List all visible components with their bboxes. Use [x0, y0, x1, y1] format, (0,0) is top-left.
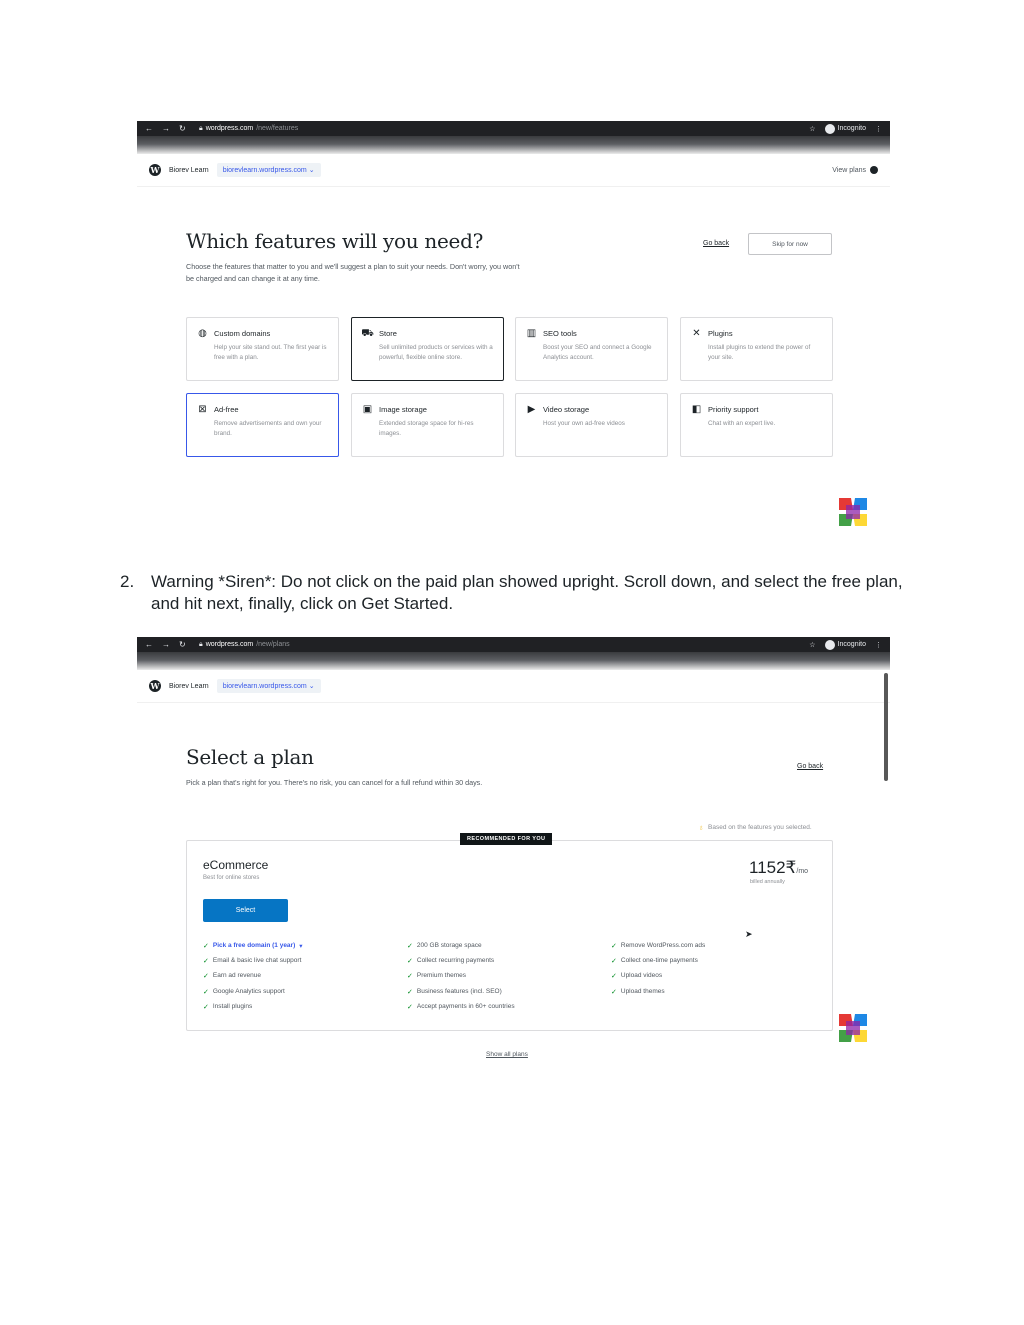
- recommended-badge: RECOMMENDED FOR YOU: [460, 833, 552, 845]
- check-icon: ✓: [611, 973, 617, 981]
- site-url-dropdown[interactable]: [217, 163, 321, 177]
- feature-text: Google Analytics support: [212, 987, 285, 995]
- check-icon: ✓: [203, 943, 209, 950]
- feature-card-image-storage[interactable]: [351, 393, 504, 457]
- feature-card-plugins[interactable]: [680, 317, 833, 381]
- check-icon: ✓: [203, 958, 209, 966]
- check-icon: ✓: [203, 1003, 209, 1011]
- check-icon: ✓: [407, 1003, 413, 1011]
- browser-toolbar: [137, 637, 890, 652]
- feature-card-store[interactable]: [351, 317, 504, 381]
- feature-item: [611, 957, 705, 972]
- chevron-down-icon: ⌄: [308, 167, 315, 174]
- check-icon: ✓: [407, 958, 413, 966]
- site-url-text: biorevlearn.wordpress.com: [222, 167, 307, 174]
- feature-desc: Sell unlimited products or services with a powerful, flexible online store.: [379, 344, 493, 361]
- feature-item: [203, 1003, 303, 1018]
- select-plan-button[interactable]: Select: [203, 899, 288, 922]
- based-on-text: Based on the features you selected.: [708, 824, 812, 831]
- wordpress-header: [137, 154, 890, 187]
- back-icon[interactable]: ←: [145, 124, 153, 133]
- globe-icon: ◍: [198, 327, 207, 339]
- price-amount: 1152₹: [749, 858, 797, 877]
- wordpress-header: [137, 670, 890, 703]
- feature-label: Custom domains: [214, 329, 271, 338]
- url-host: wordpress.com: [205, 125, 254, 132]
- features-header: [186, 229, 526, 285]
- feature-text: Premium themes: [416, 972, 466, 980]
- feature-text: Remove WordPress.com ads: [620, 942, 706, 949]
- feature-desc: Install plugins to extend the power of your site.: [708, 344, 811, 361]
- check-icon: ✓: [203, 973, 209, 981]
- feature-card-ad-free[interactable]: [186, 393, 339, 457]
- site-name: Biorev Learn: [169, 682, 209, 690]
- menu-kebab-icon[interactable]: ⋮: [875, 641, 882, 649]
- feature-item: [407, 1003, 515, 1018]
- feature-item: [203, 972, 303, 987]
- site-url-text: biorevlearn.wordpress.com: [222, 683, 307, 690]
- address-bar[interactable]: [199, 641, 290, 649]
- feature-text: Accept payments in 60+ countries: [416, 1002, 515, 1010]
- feature-card-video-storage[interactable]: [515, 393, 668, 457]
- check-icon: ✓: [203, 988, 209, 996]
- feature-item: [611, 942, 705, 957]
- feature-desc: Extended storage space for hi-res images.: [379, 420, 474, 437]
- skip-for-now-button[interactable]: Skip for now: [748, 233, 832, 255]
- plans-screenshot: [137, 637, 890, 1062]
- plan-name: eCommerce: [203, 858, 269, 872]
- site-name: Biorev Learn: [169, 166, 209, 174]
- feature-desc: Chat with an expert live.: [708, 420, 776, 427]
- browser-toolbar: [137, 121, 890, 136]
- browser-nav: [137, 124, 199, 133]
- feature-text: Collect one-time payments: [620, 957, 698, 965]
- feature-item: [407, 957, 515, 972]
- features-screenshot: [137, 121, 890, 545]
- feature-label: Video storage: [543, 405, 590, 414]
- feature-desc: Boost your SEO and connect a Google Analytics account.: [543, 344, 652, 361]
- feature-label: SEO tools: [543, 329, 577, 338]
- feature-column-1: [203, 942, 303, 1018]
- show-all-plans-link[interactable]: Show all plans: [486, 1051, 528, 1058]
- menu-kebab-icon[interactable]: ⋮: [875, 125, 882, 133]
- check-icon: ✓: [611, 943, 617, 950]
- page-subtitle: Choose the features that matter to you and we'll suggest a plan to suit your needs. Don't worry, you won't be charged and can change it at any time.: [186, 262, 520, 283]
- tab-strip: [137, 652, 890, 670]
- feature-card-seo-tools[interactable]: [515, 317, 668, 381]
- arrow-circle-icon: [870, 166, 878, 174]
- bookmark-star-icon[interactable]: ☆: [809, 641, 816, 649]
- incognito-badge[interactable]: [825, 124, 866, 134]
- image-icon: ▣: [362, 403, 373, 415]
- feature-text: 200 GB storage space: [416, 942, 482, 949]
- go-back-link[interactable]: Go back: [703, 240, 730, 247]
- bar-chart-icon: ▥: [526, 327, 537, 339]
- feature-label: Ad-free: [214, 405, 239, 414]
- check-icon: ✓: [611, 988, 617, 996]
- step-number: 2.: [120, 572, 135, 591]
- view-plans-link[interactable]: [832, 166, 878, 174]
- page-subtitle: Pick a plan that's right for you. There's no risk, you can cancel for a full refund within 30 days.: [186, 778, 483, 787]
- feature-item: [203, 957, 303, 972]
- caret-down-icon: ▾: [299, 943, 303, 950]
- go-back-link[interactable]: Go back: [797, 763, 824, 770]
- address-bar[interactable]: [199, 125, 298, 133]
- check-icon: ✓: [611, 958, 617, 966]
- page-title: Which features will you need?: [186, 229, 483, 253]
- billing-note: billed annually: [750, 879, 785, 885]
- feature-text: Upload videos: [620, 972, 663, 980]
- url-host: wordpress.com: [205, 641, 254, 648]
- feature-text: Earn ad revenue: [212, 972, 261, 980]
- plan-card-ecommerce: [186, 836, 833, 1031]
- feature-label: Plugins: [708, 329, 733, 338]
- bookmark-star-icon[interactable]: ☆: [809, 125, 816, 133]
- feature-item: [203, 988, 303, 1003]
- chat-icon: ◧: [691, 403, 702, 415]
- feature-desc: Remove advertisements and own your brand.: [214, 420, 322, 437]
- incognito-icon: [825, 124, 835, 134]
- incognito-icon: [825, 640, 835, 650]
- incognito-badge[interactable]: [825, 640, 866, 650]
- feature-column-3: [611, 942, 705, 1003]
- feature-desc: Host your own ad-free videos: [543, 420, 625, 427]
- lightbulb-icon: ♁: [698, 823, 704, 832]
- brand-logo-icon: [837, 496, 869, 528]
- feature-text: Email & basic live chat support: [212, 957, 302, 965]
- feature-text: Collect recurring payments: [416, 957, 495, 965]
- feature-card-priority-support[interactable]: [680, 393, 833, 457]
- site-url-dropdown[interactable]: [217, 679, 321, 693]
- chevron-down-icon: ⌄: [308, 683, 315, 690]
- plan-tagline: Best for online stores: [203, 875, 260, 881]
- feature-label: Store: [379, 329, 397, 338]
- page-title: Select a plan: [186, 745, 314, 769]
- feature-item: [407, 942, 515, 957]
- feature-column-2: [407, 942, 515, 1018]
- incognito-label: Incognito: [837, 125, 866, 132]
- reload-icon[interactable]: ↻: [179, 124, 186, 133]
- feature-label: Image storage: [379, 405, 427, 414]
- check-icon: ✓: [407, 943, 413, 950]
- feature-card-custom-domains[interactable]: [186, 317, 339, 381]
- tab-strip: [137, 136, 890, 154]
- feature-item: [407, 972, 515, 987]
- no-ads-icon: ⊠: [198, 403, 207, 415]
- based-on-note: [698, 823, 812, 832]
- instruction-step: [120, 571, 910, 615]
- feature-item: [407, 988, 515, 1003]
- forward-icon[interactable]: →: [162, 124, 170, 133]
- reload-icon[interactable]: ↻: [179, 640, 186, 649]
- plan-price: [749, 858, 808, 878]
- wordpress-logo-icon[interactable]: W: [150, 165, 160, 175]
- lock-icon: 🔒︎: [199, 124, 203, 132]
- cart-icon: ⛟: [361, 327, 374, 339]
- tools-icon: ✕: [692, 327, 701, 339]
- step-text: Warning *Siren*: Do not click on the paid plan showed upright. Scroll down, and select the free plan, and hit next, finally, click on Get Started.: [151, 572, 903, 613]
- brand-logo-icon: [837, 1012, 869, 1044]
- feature-text: Pick a free domain (1 year): [212, 942, 296, 949]
- play-icon: ▶: [527, 403, 536, 415]
- feature-item[interactable]: [203, 942, 303, 957]
- mouse-cursor-icon: ➤: [745, 929, 753, 939]
- feature-item: [611, 972, 705, 987]
- view-plans-label: View plans: [832, 166, 866, 174]
- scrollbar[interactable]: [884, 673, 888, 781]
- feature-item: [611, 988, 705, 1003]
- feature-text: Business features (incl. SEO): [416, 987, 502, 995]
- plans-header: [186, 745, 646, 789]
- wordpress-logo-icon[interactable]: W: [150, 681, 160, 691]
- check-icon: ✓: [407, 973, 413, 981]
- feature-text: Install plugins: [212, 1002, 253, 1010]
- price-period: /mo: [796, 868, 809, 875]
- feature-label: Priority support: [708, 405, 759, 414]
- lock-icon: 🔒︎: [199, 640, 203, 648]
- browser-nav: [137, 640, 199, 649]
- url-path: /new/features: [256, 125, 299, 132]
- forward-icon[interactable]: →: [162, 640, 170, 649]
- feature-desc: Help your site stand out. The first year is free with a plan.: [214, 344, 327, 361]
- feature-text: Upload themes: [620, 987, 665, 995]
- incognito-label: Incognito: [837, 641, 866, 648]
- back-icon[interactable]: ←: [145, 640, 153, 649]
- url-path: /new/plans: [256, 641, 290, 648]
- check-icon: ✓: [407, 988, 413, 996]
